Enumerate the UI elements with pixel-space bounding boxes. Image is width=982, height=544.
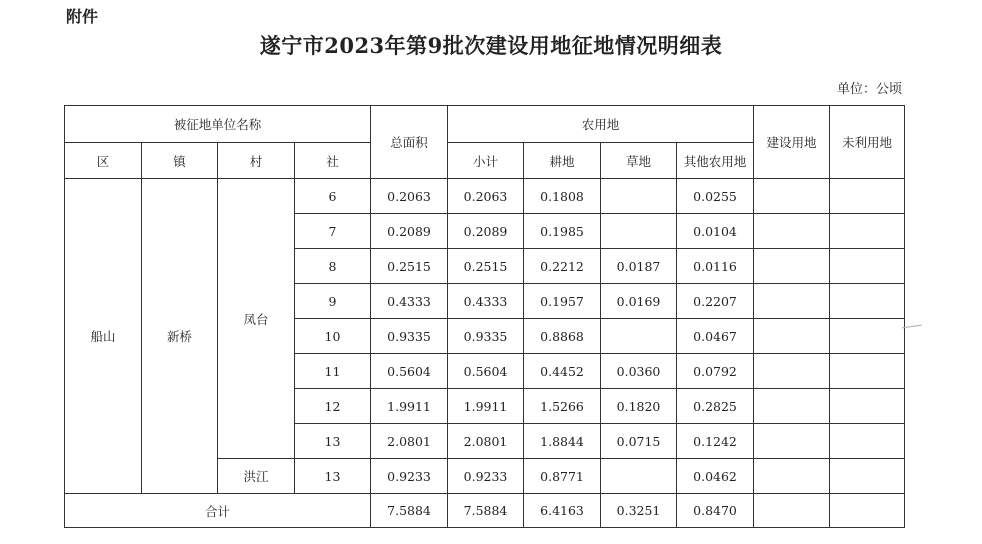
cell-subtotal: 0.9233 bbox=[448, 459, 524, 494]
cell-arable: 1.5266 bbox=[524, 389, 601, 424]
header-unused-land: 未利用地 bbox=[830, 106, 905, 179]
cell-construction bbox=[754, 179, 830, 214]
cell-total: 1.9911 bbox=[371, 389, 448, 424]
cell-total: 0.9233 bbox=[371, 459, 448, 494]
cell-unused bbox=[830, 459, 905, 494]
cell-other: 0.2207 bbox=[677, 284, 754, 319]
cell-subtotal: 0.9335 bbox=[448, 319, 524, 354]
cell-arable: 0.1808 bbox=[524, 179, 601, 214]
total-subtotal: 7.5884 bbox=[448, 494, 524, 528]
cell-arable: 0.1985 bbox=[524, 214, 601, 249]
cell-other: 0.2825 bbox=[677, 389, 754, 424]
header-total-area: 总面积 bbox=[371, 106, 448, 179]
cell-total: 0.9335 bbox=[371, 319, 448, 354]
cell-group: 6 bbox=[295, 179, 371, 214]
cell-subtotal: 0.2515 bbox=[448, 249, 524, 284]
cell-subtotal: 1.9911 bbox=[448, 389, 524, 424]
cell-unused bbox=[830, 354, 905, 389]
cell-group: 13 bbox=[295, 459, 371, 494]
cell-other: 0.0462 bbox=[677, 459, 754, 494]
cell-grass: 0.0187 bbox=[601, 249, 677, 284]
cell-village-hongjiang: 洪江 bbox=[218, 459, 295, 494]
cell-arable: 0.1957 bbox=[524, 284, 601, 319]
cell-grass: 0.0715 bbox=[601, 424, 677, 459]
cell-group: 8 bbox=[295, 249, 371, 284]
cell-unused bbox=[830, 179, 905, 214]
header-subtotal: 小计 bbox=[448, 143, 524, 179]
cell-group: 9 bbox=[295, 284, 371, 319]
cell-group: 11 bbox=[295, 354, 371, 389]
cell-construction bbox=[754, 319, 830, 354]
total-grass: 0.3251 bbox=[601, 494, 677, 528]
cell-arable: 0.8771 bbox=[524, 459, 601, 494]
cell-grass bbox=[601, 319, 677, 354]
cell-construction bbox=[754, 389, 830, 424]
cell-construction bbox=[754, 214, 830, 249]
cell-total: 0.2063 bbox=[371, 179, 448, 214]
header-agri-land: 农用地 bbox=[448, 106, 754, 143]
cell-other: 0.0116 bbox=[677, 249, 754, 284]
cell-construction bbox=[754, 284, 830, 319]
cell-group: 10 bbox=[295, 319, 371, 354]
cell-total: 0.2089 bbox=[371, 214, 448, 249]
unit-label: 单位：公顷 bbox=[836, 82, 902, 97]
cell-total: 0.4333 bbox=[371, 284, 448, 319]
cell-group: 13 bbox=[295, 424, 371, 459]
cell-unused bbox=[830, 249, 905, 284]
cell-group: 12 bbox=[295, 389, 371, 424]
cell-total: 0.2515 bbox=[371, 249, 448, 284]
page-title: 遂宁市2023年第9批次建设用地征地情况明细表 bbox=[259, 33, 723, 58]
cell-village-fengtai: 凤台 bbox=[218, 179, 295, 459]
header-construction-land: 建设用地 bbox=[754, 106, 830, 179]
total-unused bbox=[830, 494, 905, 528]
cell-town: 新桥 bbox=[142, 179, 218, 494]
cell-unused bbox=[830, 389, 905, 424]
header-row-1 bbox=[65, 106, 905, 143]
cell-grass bbox=[601, 214, 677, 249]
cell-subtotal: 0.2063 bbox=[448, 179, 524, 214]
cell-construction bbox=[754, 424, 830, 459]
cell-construction bbox=[754, 249, 830, 284]
attachment-label: 附件 bbox=[66, 7, 99, 26]
cell-unused bbox=[830, 284, 905, 319]
cell-arable: 0.4452 bbox=[524, 354, 601, 389]
header-town: 镇 bbox=[142, 143, 218, 179]
header-group: 社 bbox=[295, 143, 371, 179]
total-construction bbox=[754, 494, 830, 528]
cell-unused bbox=[830, 214, 905, 249]
cell-arable: 0.8868 bbox=[524, 319, 601, 354]
cell-arable: 1.8844 bbox=[524, 424, 601, 459]
cell-construction bbox=[754, 354, 830, 389]
header-grass: 草地 bbox=[601, 143, 677, 179]
cell-other: 0.0792 bbox=[677, 354, 754, 389]
cell-grass bbox=[601, 459, 677, 494]
cell-subtotal: 0.2089 bbox=[448, 214, 524, 249]
total-label: 合计 bbox=[65, 494, 371, 528]
cell-arable: 0.2212 bbox=[524, 249, 601, 284]
cell-total: 2.0801 bbox=[371, 424, 448, 459]
cell-unused bbox=[830, 424, 905, 459]
header-other-agri: 其他农用地 bbox=[677, 143, 754, 179]
cell-subtotal: 0.4333 bbox=[448, 284, 524, 319]
land-acquisition-table bbox=[64, 105, 905, 528]
cell-subtotal: 0.5604 bbox=[448, 354, 524, 389]
cell-other: 0.0467 bbox=[677, 319, 754, 354]
cell-group: 7 bbox=[295, 214, 371, 249]
cell-grass: 0.0169 bbox=[601, 284, 677, 319]
total-row bbox=[65, 494, 905, 528]
table-row bbox=[65, 179, 905, 214]
total-other: 0.8470 bbox=[677, 494, 754, 528]
cell-other: 0.1242 bbox=[677, 424, 754, 459]
cell-district: 船山 bbox=[65, 179, 142, 494]
header-district: 区 bbox=[65, 143, 142, 179]
cell-unused bbox=[830, 319, 905, 354]
cell-grass: 0.1820 bbox=[601, 389, 677, 424]
total-area: 7.5884 bbox=[371, 494, 448, 528]
cell-subtotal: 2.0801 bbox=[448, 424, 524, 459]
total-arable: 6.4163 bbox=[524, 494, 601, 528]
header-unit-name: 被征地单位名称 bbox=[65, 106, 371, 143]
cell-other: 0.0255 bbox=[677, 179, 754, 214]
cell-other: 0.0104 bbox=[677, 214, 754, 249]
cell-grass: 0.0360 bbox=[601, 354, 677, 389]
cell-total: 0.5604 bbox=[371, 354, 448, 389]
header-arable: 耕地 bbox=[524, 143, 601, 179]
cell-grass bbox=[601, 179, 677, 214]
header-village: 村 bbox=[218, 143, 295, 179]
cell-construction bbox=[754, 459, 830, 494]
